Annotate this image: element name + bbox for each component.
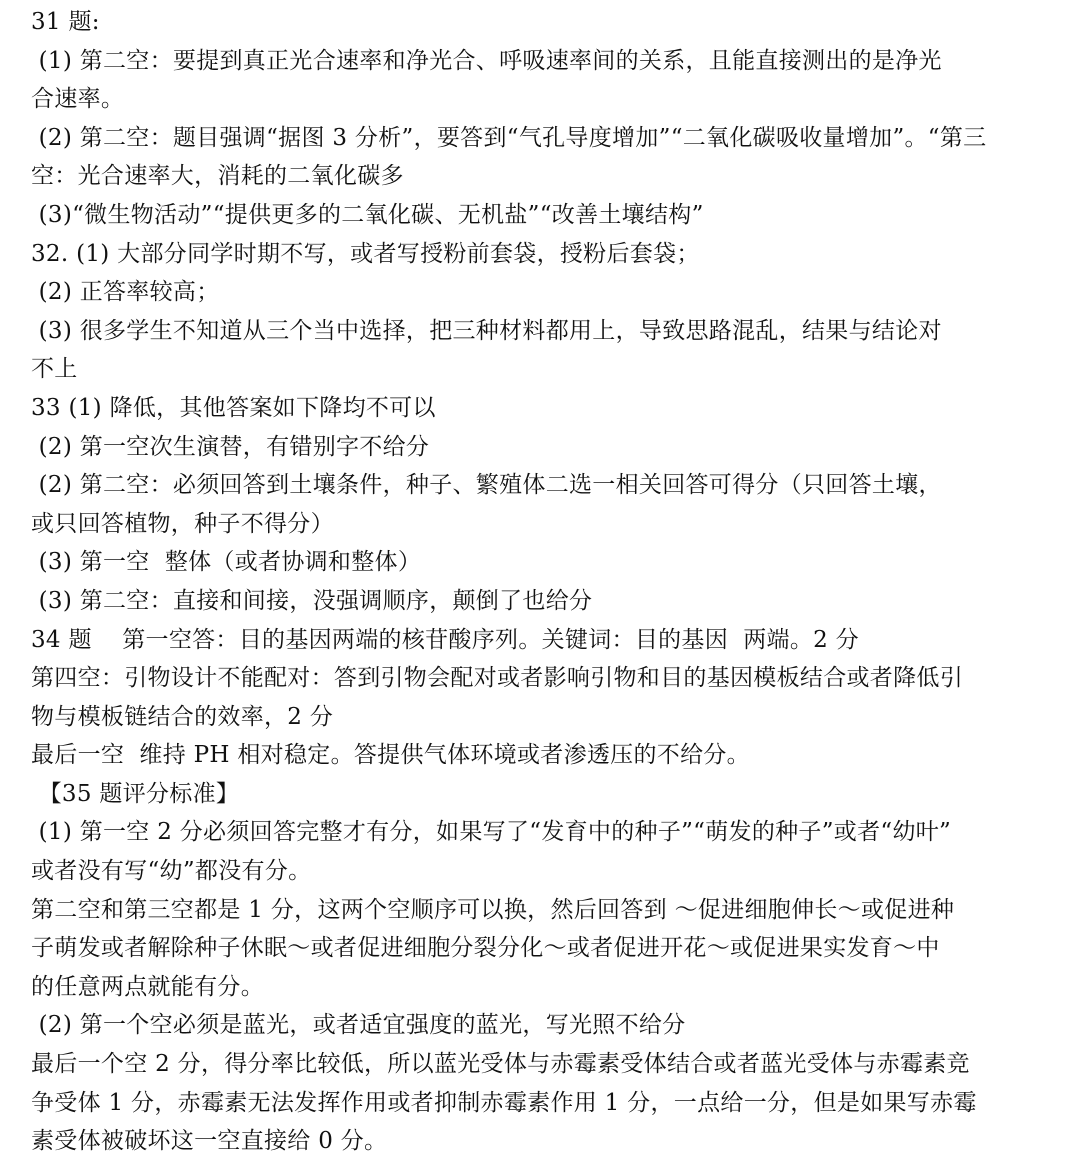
text-line: (1) 第二空：要提到真正光合速率和净光合、呼吸速率间的关系，且能直接测出的是净光 xyxy=(31,47,942,74)
text-line: (3) 第二空：直接和间接，没强调顺序，颠倒了也给分 xyxy=(31,587,593,614)
text-line: (2) 第一空次生演替，有错别字不给分 xyxy=(31,433,430,460)
text-line: 33 (1) 降低，其他答案如下降均不可以 xyxy=(31,394,436,421)
text-line: (2) 第二空：题目强调“据图 3 分析”，要答到“气孔导度增加”“二氧化碳吸收量增加”。“第三 xyxy=(31,124,987,151)
text-line: 31 题: xyxy=(31,9,100,35)
text-line: 子萌发或者解除种子休眠～或者促进细胞分裂分化～或者促进开花～或促进果实发育～中 xyxy=(31,935,940,962)
text-line: 最后一个空 2 分，得分率比较低，所以蓝光受体与赤霉素受体结合或者蓝光受体与赤霉素竞 xyxy=(31,1051,970,1078)
text-line: 34 题 第一空答：目的基因两端的核苷酸序列。关键词：目的基因 两端。2 分 xyxy=(31,626,859,653)
text-line: 不上 xyxy=(31,356,78,383)
text-line: 或者没有写“幼”都没有分。 xyxy=(31,858,312,885)
text-line: (2) 正答率较高； xyxy=(31,279,220,306)
text-line: 空：光合速率大，消耗的二氧化碳多 xyxy=(31,163,404,190)
text-line: (3)“微生物活动”“提供更多的二氧化碳、无机盐”“改善土壤结构” xyxy=(31,201,704,228)
text-line: 素受体被破坏这一空直接给 0 分。 xyxy=(31,1128,388,1155)
text-line: 32. (1) 大部分同学时期不写，或者写授粉前套袋，授粉后套袋； xyxy=(31,240,700,267)
text-line: (2) 第一个空必须是蓝光，或者适宜强度的蓝光，写光照不给分 xyxy=(31,1012,686,1039)
text-line: 的任意两点就能有分。 xyxy=(31,973,264,1000)
text-line: (3) 第一空 整体（或者协调和整体） xyxy=(31,549,422,576)
text-line: 争受体 1 分，赤霉素无法发挥作用或者抑制赤霉素作用 1 分，一点给一分，但是如果写赤霉 xyxy=(31,1089,977,1116)
text-line: 第二空和第三空都是 1 分，这两个空顺序可以换，然后回答到 ～促进细胞伸长～或促进种 xyxy=(31,896,955,923)
text-line: 第四空：引物设计不能配对：答到引物会配对或者影响引物和目的基因模板结合或者降低引 xyxy=(31,665,963,692)
text-line: (1) 第一空 2 分必须回答完整才有分，如果写了“发育中的种子”“萌发的种子”或者“幼叶” xyxy=(31,819,952,846)
text-line: 或只回答植物，种子不得分） xyxy=(31,510,334,537)
text-line: 【35 题评分标准】 xyxy=(31,780,240,807)
text-line: (3) 很多学生不知道从三个当中选择，把三种材料都用上，导致思路混乱，结果与结论对 xyxy=(31,317,942,344)
text-line: 最后一空 维持 PH 相对稳定。答提供气体环境或者渗透压的不给分。 xyxy=(31,742,750,769)
text-line: (2) 第二空：必须回答到土壤条件，种子、繁殖体二选一相关回答可得分（只回答土壤， xyxy=(31,472,942,499)
text-line: 合速率。 xyxy=(31,86,125,113)
text-line: 物与模板链结合的效率，2 分 xyxy=(31,703,334,730)
